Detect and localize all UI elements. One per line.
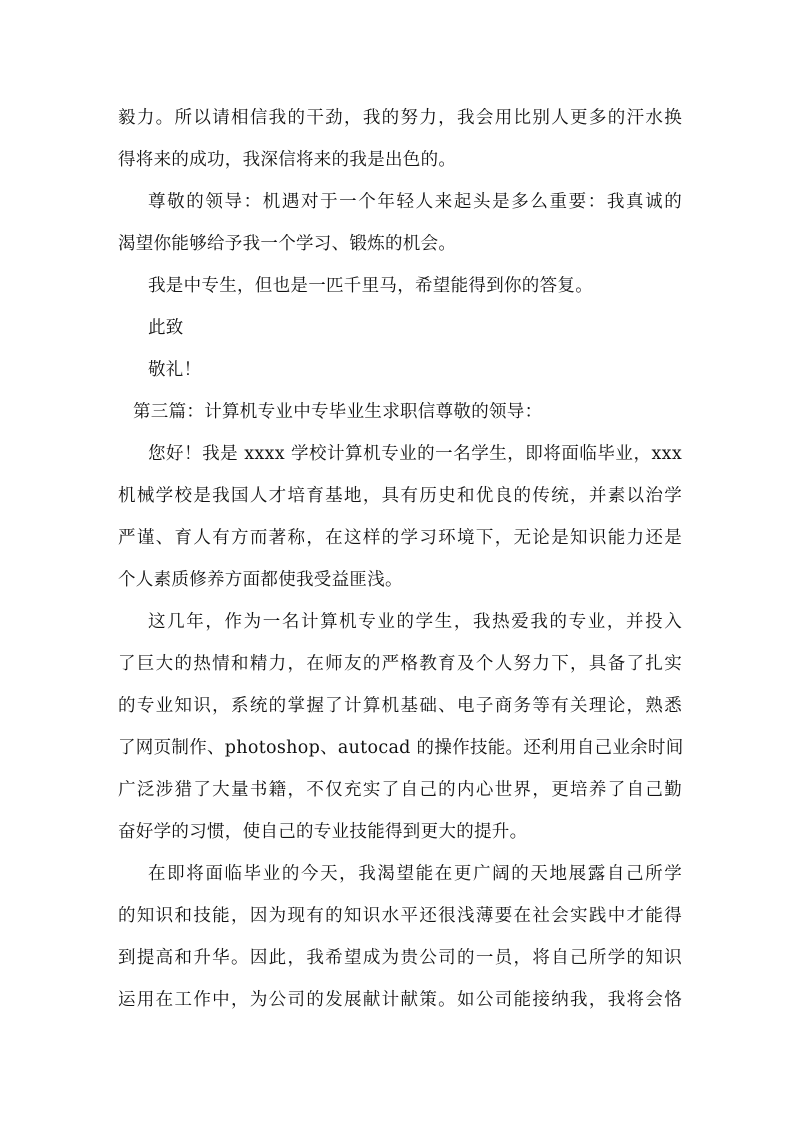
text-line: 严谨、育人有方而著称，在这样的学习环境下，无论是知识能力还是 bbox=[118, 528, 682, 548]
text-line: 得将来的成功，我深信将来的我是出色的。 bbox=[118, 150, 457, 170]
text-line: 在即将面临毕业的今天，我渴望能在更广阔的天地展露自己所学 bbox=[148, 864, 682, 884]
text-line: 的专业知识，系统的掌握了计算机基础、电子商务等有关理论，熟悉 bbox=[118, 696, 682, 716]
text-line: 我是中专生，但也是一匹千里马，希望能得到你的答复。 bbox=[148, 276, 593, 296]
closing-salutation: 敬礼！ bbox=[148, 360, 202, 380]
text-line: 个人素质修养方面都使我受益匪浅。 bbox=[118, 570, 403, 590]
text-line: 机械学校是我国人才培育基地，具有历史和优良的传统，并素以治学 bbox=[118, 486, 682, 506]
text-line: 毅力。所以请相信我的干劲，我的努力，我会用比别人更多的汗水换 bbox=[118, 108, 682, 128]
text-line: 的知识和技能，因为现有的知识水平还很浅薄要在社会实践中才能得 bbox=[118, 906, 682, 926]
text-line: 尊敬的领导：机遇对于一个年轻人来起头是多么重要：我真诚的 bbox=[148, 192, 682, 212]
text-line: 到提高和升华。因此，我希望成为贵公司的一员，将自己所学的知识 bbox=[118, 948, 682, 968]
text-line: 您好！我是 xxxx 学校计算机专业的一名学生，即将面临毕业，xxx bbox=[148, 444, 682, 464]
text-line: 广泛涉猎了大量书籍，不仅充实了自己的内心世界，更培养了自己勤 bbox=[118, 780, 682, 800]
text-line: 奋好学的习惯，使自己的专业技能得到更大的提升。 bbox=[118, 822, 528, 842]
text-line: 这几年，作为一名计算机专业的学生，我热爱我的专业，并投入 bbox=[148, 612, 682, 632]
closing-salutation: 此致 bbox=[148, 318, 184, 338]
text-line: 了网页制作、photoshop、autocad 的操作技能。还利用自己业余时间 bbox=[118, 738, 684, 758]
text-line: 运用在工作中，为公司的发展献计献策。如公司能接纳我，我将会恪 bbox=[118, 990, 682, 1010]
text-line: 渴望你能够给予我一个学习、锻炼的机会。 bbox=[118, 234, 457, 254]
section-heading: 第三篇：计算机专业中专毕业生求职信尊敬的领导： bbox=[133, 402, 543, 422]
text-line: 了巨大的热情和精力，在师友的严格教育及个人努力下，具备了扎实 bbox=[118, 654, 682, 674]
